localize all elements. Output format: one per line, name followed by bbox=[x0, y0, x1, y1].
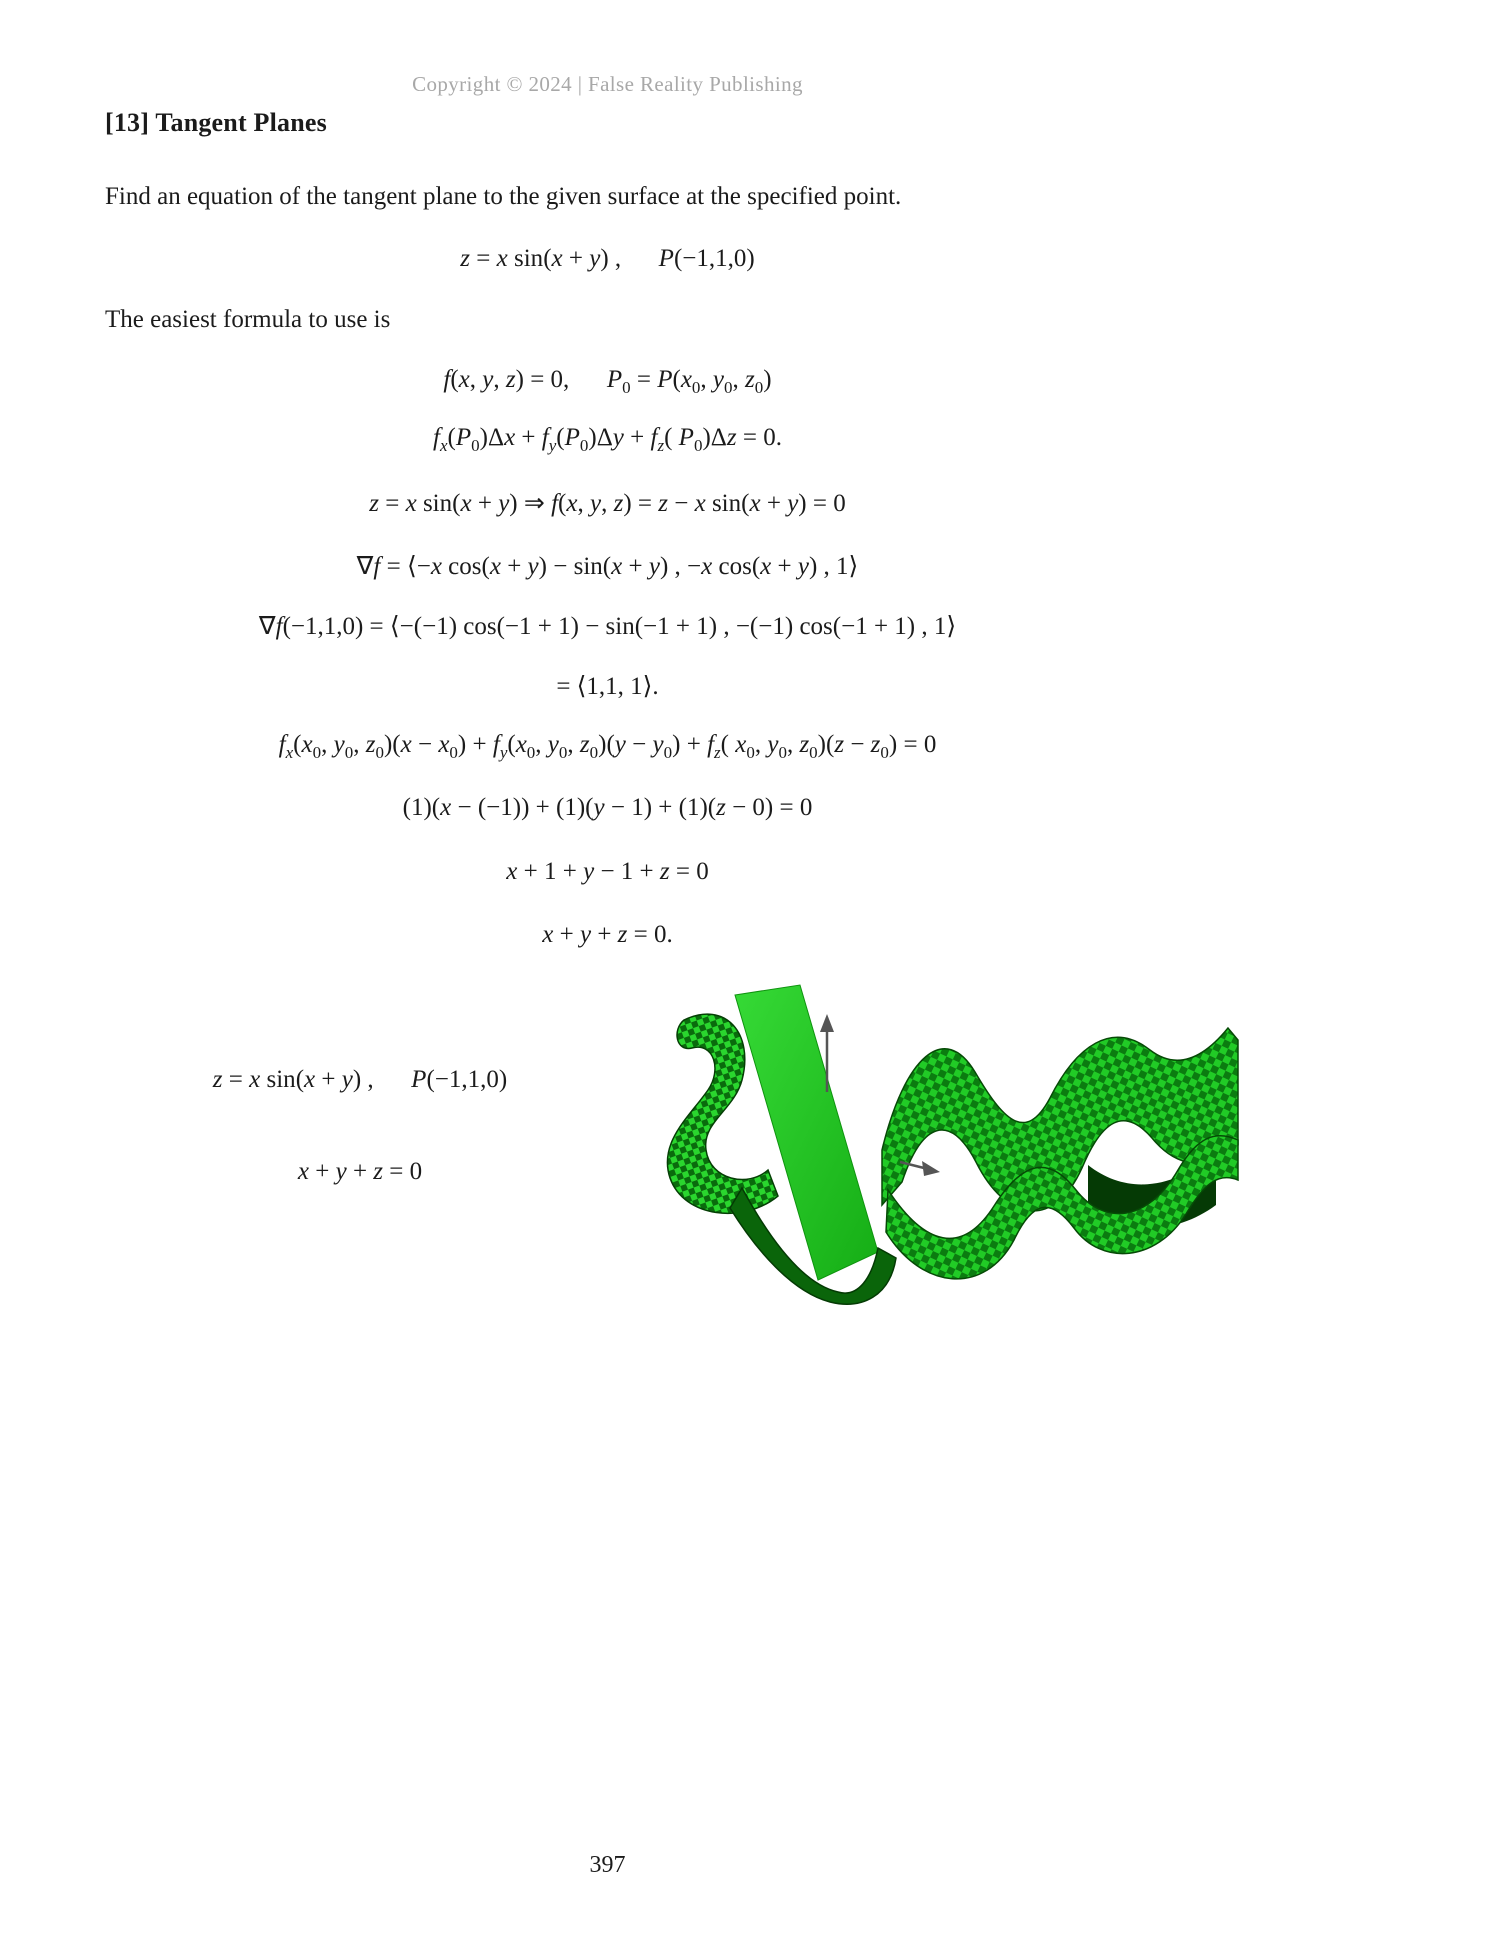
figure-caption-equation: z = x sin(x + y) , P(−1,1,0) bbox=[212, 1066, 508, 1093]
intro-text: Find an equation of the tangent plane to the given surface at the specified point. bbox=[105, 183, 902, 210]
function-definition-equation: z = x sin(x + y) ⇒ f(x, y, z) = z − x sin(x + y) = 0 bbox=[369, 490, 846, 517]
simplified-equation: x + 1 + y − 1 + z = 0 bbox=[506, 858, 709, 885]
gradient-result-equation: = ⟨1,1, 1⟩. bbox=[556, 673, 659, 700]
figure-caption-plane: x + y + z = 0 bbox=[297, 1158, 423, 1185]
problem-equation: z = x sin(x + y) , P(−1,1,0) bbox=[460, 245, 755, 272]
formula-intro-text: The easiest formula to use is bbox=[105, 306, 391, 333]
surface-plot-svg bbox=[650, 980, 1240, 1315]
differential-formula-equation: $f_x(P_0)\Delta x + f_y(P_0)\Delta y + f_z$( $P_0)\Delta z = 0$. bbox=[433, 424, 782, 455]
surface-plot-figure bbox=[650, 980, 1240, 1315]
final-answer-equation: x + y + z = 0. bbox=[542, 921, 673, 948]
substituted-equation: (1)(x − (−1)) + (1)(y − 1) + (1)(z − 0) = 0 bbox=[402, 794, 813, 821]
z-axis-arrowhead-icon bbox=[820, 1014, 834, 1032]
section-title: [13] Tangent Planes bbox=[105, 108, 327, 137]
y-axis-arrowhead-icon bbox=[922, 1161, 940, 1176]
tangent-plane-formula-equation: $f_x(x_0$, $y_0$, $z_0)(x - x_0) + f_y(x_0$, $y_0$, $z_0)(y - y_0) + f_z$( $x_0$, $y_0$, $z_0)(z - z_0) = 0$ bbox=[278, 731, 937, 762]
general-form-equation: f(x, y, z) = 0, $P_0 = P(x_0$, $y_0$, $z_0$) bbox=[443, 366, 772, 397]
gradient-at-point-equation: ∇f(−1,1,0) = ⟨−(−1) cos(−1 + 1) − sin(−1 + 1) , −(−1) cos(−1 + 1) , 1⟩ bbox=[258, 613, 957, 640]
gradient-equation: ∇f = ⟨−x cos(x + y) − sin(x + y) , −x cos(x + y) , 1⟩ bbox=[356, 553, 859, 580]
page-number: 397 bbox=[589, 1852, 626, 1878]
copyright-line: Copyright © 2024 | False Reality Publishing bbox=[412, 72, 803, 96]
